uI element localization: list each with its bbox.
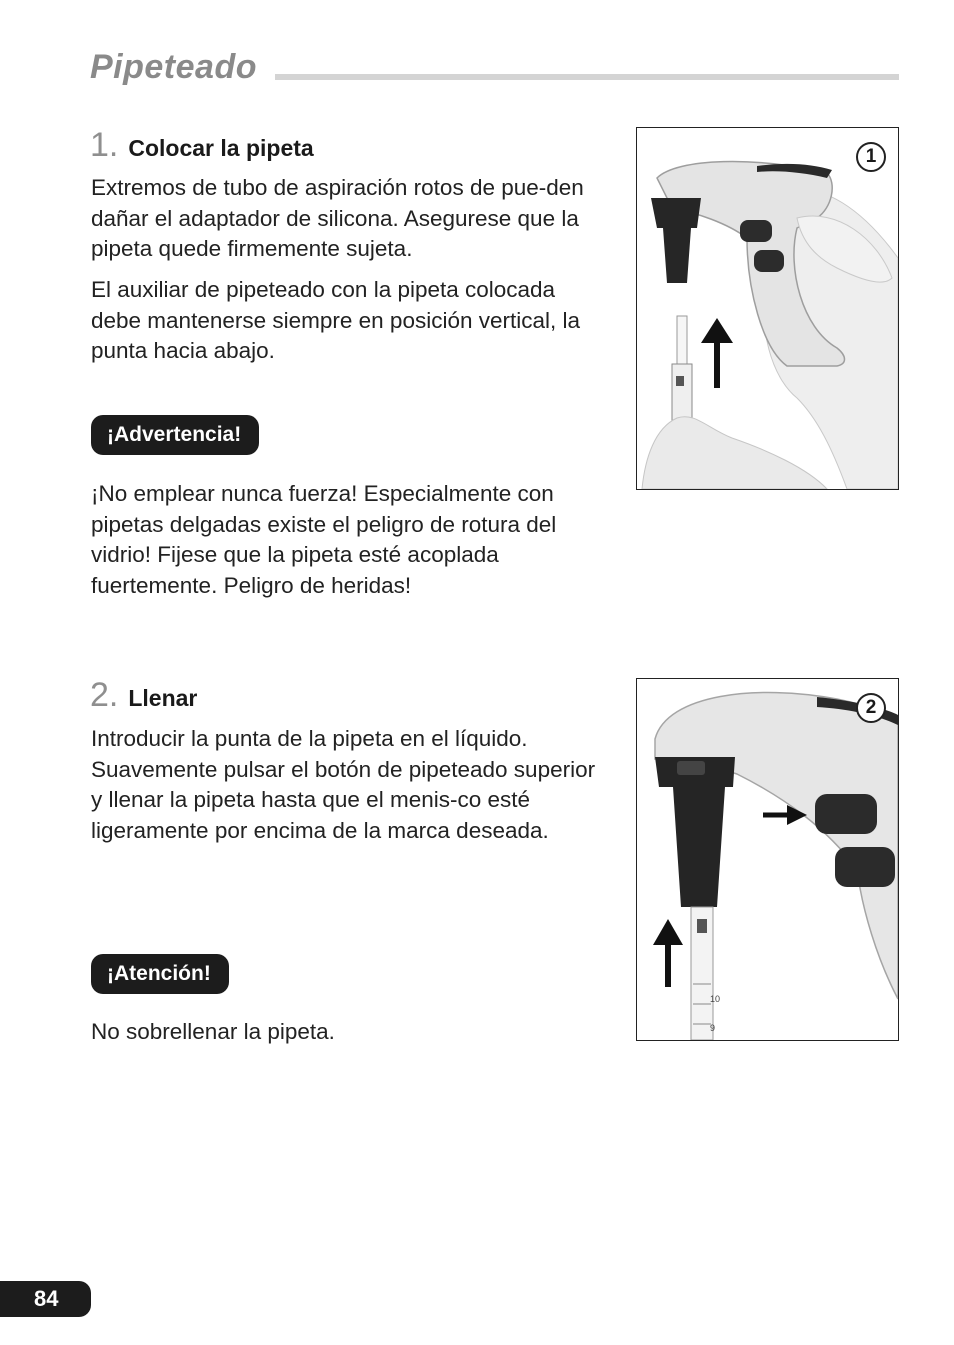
figure-2-fill-pipette <box>636 678 899 1041</box>
step-1-title: Colocar la pipeta <box>128 135 314 161</box>
pipette-mark-9: 9 <box>710 1023 716 1033</box>
step-1-heading <box>90 126 314 165</box>
pipette-attach-illustration <box>637 128 898 489</box>
page-title: Pipeteado <box>90 48 257 86</box>
figure-1-label: 1 <box>856 142 886 172</box>
step-2-warning-text: No sobrellenar la pipeta. <box>91 1019 335 1044</box>
step-2-number: 2. <box>90 676 119 714</box>
step-2-heading <box>90 676 197 715</box>
pipette-fill-illustration <box>637 679 898 1040</box>
figure-1-attach-pipette <box>636 127 899 490</box>
step-2-title: Llenar <box>128 685 198 711</box>
step-1-number: 1. <box>90 126 119 164</box>
pipette-mark-10: 10 <box>710 994 721 1004</box>
warning-badge-atencion: ¡Atención! <box>91 954 229 994</box>
step-1-paragraph-1: Extremos de tubo de aspiración rotos de pue-den dañar el adaptador de silicona. Asegurese que la pipeta quede firmemente sujeta. <box>91 175 584 262</box>
step-2-paragraph-1: Introducir la punta de la pipeta en el líquido. Suavemente pulsar el botón de pipeteado superior y llenar la pipeta hasta que el menis-co esté ligeramente por encima de la marca deseada. <box>91 726 596 843</box>
title-rule <box>275 74 899 80</box>
page-number: 84 <box>0 1281 91 1317</box>
step-1-warning-text: ¡No emplear nunca fuerza! Especialmente con pipetas delgadas existe el peligro de rotura del vidrio! Fijese que la pipeta esté acoplada fuertemente. Peligro de heridas! <box>91 481 557 598</box>
figure-2-label: 2 <box>856 693 886 723</box>
warning-badge-advertencia: ¡Advertencia! <box>91 415 259 455</box>
step-1-paragraph-2: El auxiliar de pipeteado con la pipeta colocada debe mantenerse siempre en posición vertical, la punta hacia abajo. <box>91 277 581 364</box>
